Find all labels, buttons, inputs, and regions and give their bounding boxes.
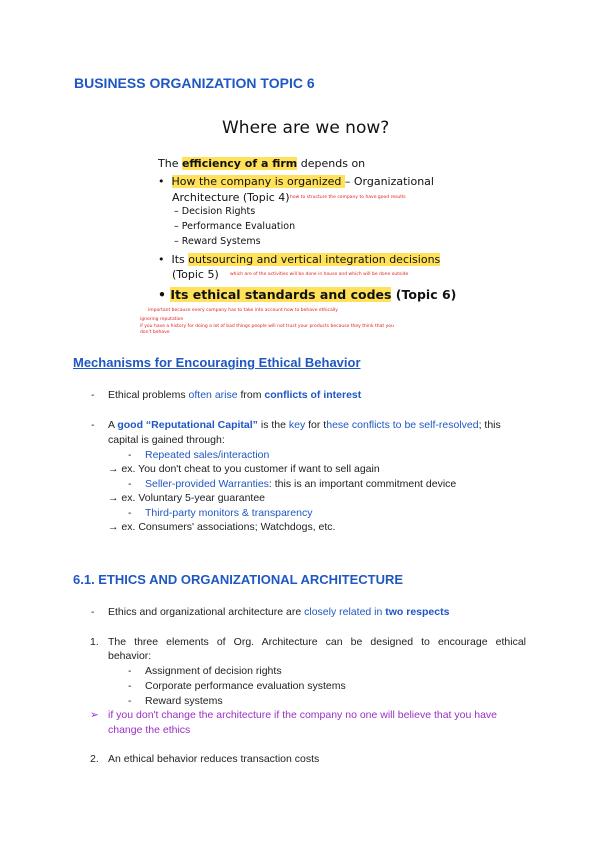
list-dash: - <box>91 419 95 431</box>
slide-bullet-3: • Its ethical standards and codes (Topic 6) <box>158 287 457 302</box>
section-heading: 6.1. ETHICS AND ORGANIZATIONAL ARCHITECTURE <box>73 572 404 587</box>
arrow-bullet-icon: ➢ <box>90 709 99 721</box>
slide-note: important because every company has to take into account how to behave ethically <box>148 308 338 313</box>
slide-image <box>140 112 460 342</box>
example-line: → ex. You don't cheat to you customer if want to sell again <box>108 463 380 475</box>
numbered-item: The three elements of Org. Architecture can be designed to encourage ethical <box>108 636 526 648</box>
sub-list-item: Repeated sales/interaction <box>145 449 270 461</box>
slide-note: if you have a history for doing a lot of bad things people will not trust your products because they think that you <box>140 324 394 329</box>
list-number: 2. <box>90 753 99 765</box>
slide-bullet-1: • How the company is organized – Organizational <box>158 175 434 188</box>
sub-list-item: Reward systems <box>145 695 223 707</box>
note-line-continued: change the ethics <box>108 724 191 736</box>
slide-bullet-2-line2: (Topic 5) <box>172 268 219 281</box>
list-dash: - <box>128 449 132 461</box>
list-dash: - <box>128 507 132 519</box>
numbered-item-continued: behavior: <box>108 650 152 662</box>
list-item-continued: capital is gained through: <box>108 434 225 446</box>
slide-bullet-1-line2: Architecture (Topic 4) <box>172 191 290 204</box>
slide-title: Where are we now? <box>222 118 390 138</box>
slide-note: don't behave <box>140 330 170 335</box>
list-dash: - <box>128 695 132 707</box>
list-dash: - <box>91 606 95 618</box>
slide-note: how to structure the company to have good results <box>290 195 406 200</box>
slide-sub-item: – Performance Evaluation <box>174 221 296 232</box>
sub-list-item: Third-party monitors & transparency <box>145 507 313 519</box>
list-item: Ethics and organizational architecture are closely related in two respects <box>108 606 450 618</box>
list-item: A good “Reputational Capital” is the key for these conflicts to be self-resolved; this <box>108 419 501 431</box>
list-item: Ethical problems often arise from conflicts of interest <box>108 389 362 401</box>
slide-note: ignoring reputation <box>140 317 184 322</box>
list-dash: - <box>91 389 95 401</box>
list-dash: - <box>128 478 132 490</box>
list-number: 1. <box>90 636 99 648</box>
sub-list-item: Assignment of decision rights <box>145 665 282 677</box>
slide-sub-item: – Decision Rights <box>174 206 256 217</box>
slide-bullet-2: • Its outsourcing and vertical integration decisions <box>158 253 441 266</box>
list-dash: - <box>128 665 132 677</box>
sub-list-item: Corporate performance evaluation systems <box>145 680 346 692</box>
numbered-item: An ethical behavior reduces transaction costs <box>108 753 320 765</box>
list-dash: - <box>128 680 132 692</box>
page-heading: BUSINESS ORGANIZATION TOPIC 6 <box>74 75 315 91</box>
slide-note: which are of the activities will be done in house and which will be done outside <box>230 272 409 277</box>
example-line: → ex. Consumers' associations; Watchdogs, etc. <box>108 521 336 533</box>
slide-intro: The efficiency of a firm depends on <box>158 157 366 170</box>
sub-list-item: Seller-provided Warranties: this is an important commitment device <box>145 478 457 490</box>
section-heading: Mechanisms for Encouraging Ethical Behavior <box>73 355 361 370</box>
note-line: if you don't change the architecture if the company no one will believe that you have <box>108 709 497 721</box>
example-line: → ex. Voluntary 5-year guarantee <box>108 492 266 504</box>
slide-sub-item: – Reward Systems <box>174 236 261 247</box>
